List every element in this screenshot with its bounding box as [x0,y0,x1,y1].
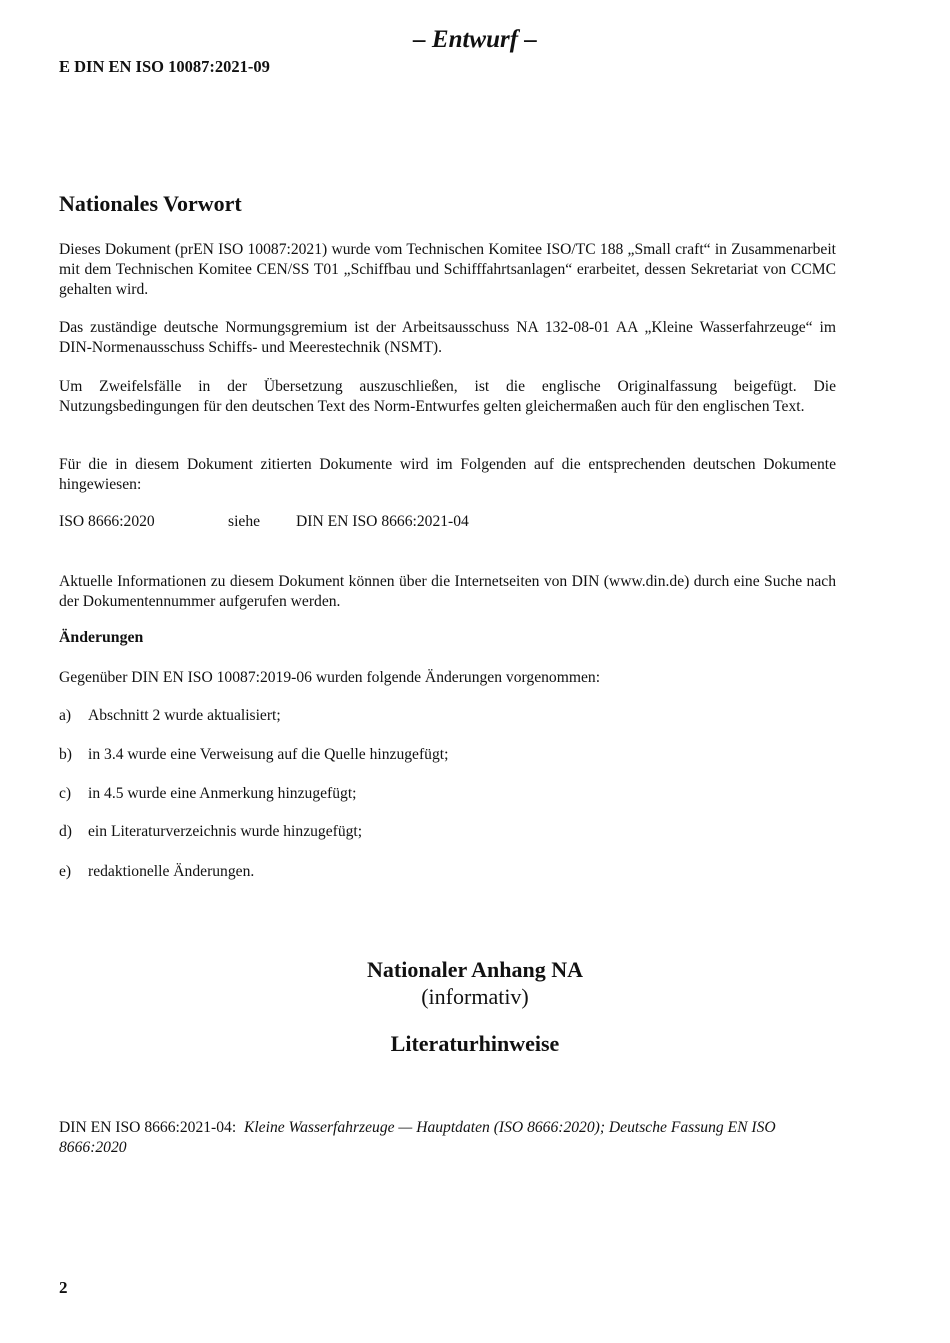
bibliography-ref: DIN EN ISO 8666:2021-04: [59,1119,237,1136]
list-item [59,785,759,805]
section-title-vorwort: Nationales Vorwort [59,191,242,216]
list-item [59,746,759,766]
paragraph-committee: Dieses Dokument (prEN ISO 10087:2021) wurde vom Technischen Komitee ISO/TC 188 „Small craft“ in Zusammenarbeit mit dem Technischen Komitee CEN/SS T01 „Schiffbau und Schifffahrtsanlagen“ erarbeitet, dessen Sekretariat von CCMC gehalten wird. [59,241,836,298]
section-title-aenderungen: Änderungen [59,629,144,646]
draft-label: – Entwurf – [413,26,537,53]
reference-iso: ISO 8666:2020 [59,513,155,530]
list-item [59,707,759,727]
list-marker: a) [59,707,72,724]
reference-relation: siehe [228,513,261,530]
reference-din: DIN EN ISO 8666:2021-04 [296,513,469,530]
list-text: in 4.5 wurde eine Anmerkung hinzugefügt; [88,785,357,802]
list-text: ein Literaturverzeichnis wurde hinzugefügt; [88,823,363,840]
list-marker: c) [59,785,72,802]
paragraph-info: Aktuelle Informationen zu diesem Dokument können über die Internetseiten von DIN (www.din.de) durch eine Suche nach der Dokumentennummer aufgerufen werden. [59,573,836,610]
list-item [59,823,759,843]
list-marker: d) [59,823,72,840]
paragraph-standards-body: Das zuständige deutsche Normungsgremium ist der Arbeitsausschuss NA 132-08-01 AA „Kleine Wasserfahrzeuge“ im DIN-Normenausschuss Schiffs- und Meerestechnik (NSMT). [59,319,836,356]
document-id: E DIN EN ISO 10087:2021-09 [59,57,270,76]
bibliography-title: Kleine Wasserfahrzeuge — Hauptdaten (ISO 8666:2020); Deutsche Fassung EN ISO 8666:2020 [59,1119,776,1156]
annex-subtitle: (informativ) [421,984,529,1009]
page-number: 2 [59,1278,68,1297]
list-text: in 3.4 wurde eine Verweisung auf die Quelle hinzugefügt; [88,746,449,763]
literature-title: Literaturhinweise [390,1031,560,1056]
paragraph-cited-documents: Für die in diesem Dokument zitierten Dokumente wird im Folgenden auf die entsprechenden deutschen Dokumente hingewiesen: [59,456,836,493]
annex-title: Nationaler Anhang NA [367,957,583,982]
list-marker: e) [59,863,72,880]
paragraph-translation: Um Zweifelsfälle in der Übersetzung auszuschließen, ist die englische Originalfassung beigefügt. Die Nutzungsbedingungen für den deutschen Text des Norm-Entwurfes gelten gleichermaßen auch für den englischen Text. [59,378,836,415]
bibliography-entry [59,1118,819,1158]
list-text: redaktionelle Änderungen. [88,863,255,880]
list-item [59,863,759,883]
reference-row [59,513,659,533]
list-marker: b) [59,746,72,763]
aenderungen-intro: Gegenüber DIN EN ISO 10087:2019-06 wurden folgende Änderungen vorgenommen: [59,669,601,686]
list-text: Abschnitt 2 wurde aktualisiert; [88,707,281,724]
